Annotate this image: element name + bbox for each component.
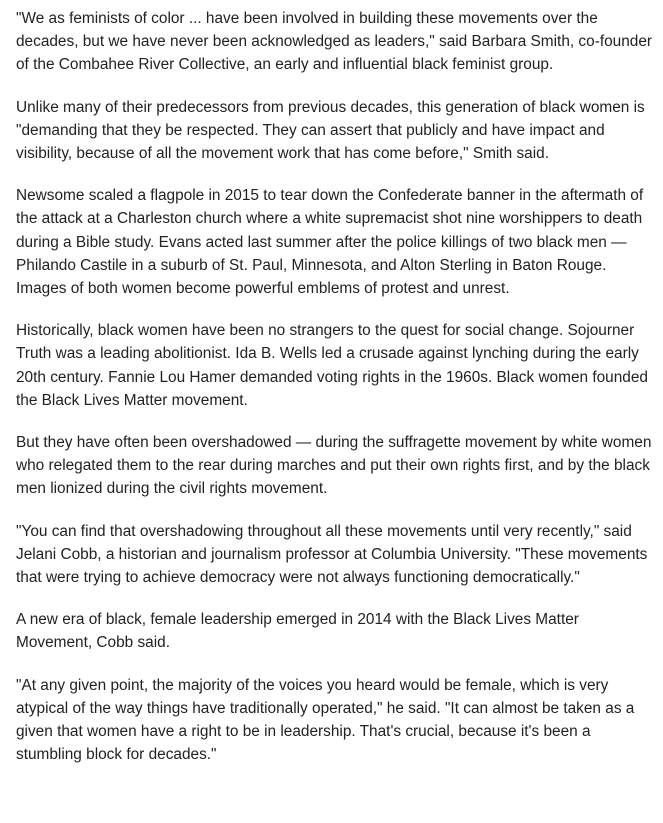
article-paragraph: Historically, black women have been no strangers to the quest for social change. Sojourner Truth was a leading abolitionist. Ida B. Wells led a crusade against lynching during the early 20th century. Fannie Lou Hamer demanded voting rights in the 1960s. Black women founded the Black Lives Matter movement.: [16, 322, 648, 409]
article-paragraph: "At any given point, the majority of the voices you heard would be female, which is very atypical of the way things have traditionally operated," he said. "It can almost be taken as a given that women have a right to be in leadership. That's crucial, because it's been a stumbling block for decades.": [16, 676, 635, 764]
article-paragraph: Newsome scaled a flagpole in 2015 to tear down the Confederate banner in the aftermath of the attack at a Charleston church where a white supremacist shot nine worshippers to death during a Bible study. Evans acted last summer after the police killings of two black men — Philando Castile in a suburb of St. Paul, Minnesota, and Alton Sterling in Baton Rouge. Images of both women become powerful emblems of protest and unrest.: [16, 187, 644, 298]
article-paragraph: A new era of black, female leadership emerged in 2014 with the Black Lives Matter Movement, Cobb said.: [16, 611, 579, 652]
article-paragraph: "You can find that overshadowing throughout all these movements until very recently," said Jelani Cobb, a historian and journalism professor at Columbia University. "These movements that were trying to achieve democracy were not always functioning democratically.": [16, 522, 648, 587]
article-paragraph: But they have often been overshadowed — during the suffragette movement by white women who relegated them to the rear during marches and put their own rights first, and by the black men lionized during the civil rights movement.: [16, 434, 652, 498]
article-paragraph: Unlike many of their predecessors from previous decades, this generation of black women is "demanding that they be respected. They can assert that publicly and have impact and visibility, because of all the movement work that has come before," Smith said.: [16, 98, 645, 163]
article-paragraph: "We as feminists of color ... have been involved in building these movements over the decades, but we have never been acknowledged as leaders," said Barbara Smith, co-founder of the Combahee River Collective, an early and influential black feminist group.: [16, 10, 653, 74]
